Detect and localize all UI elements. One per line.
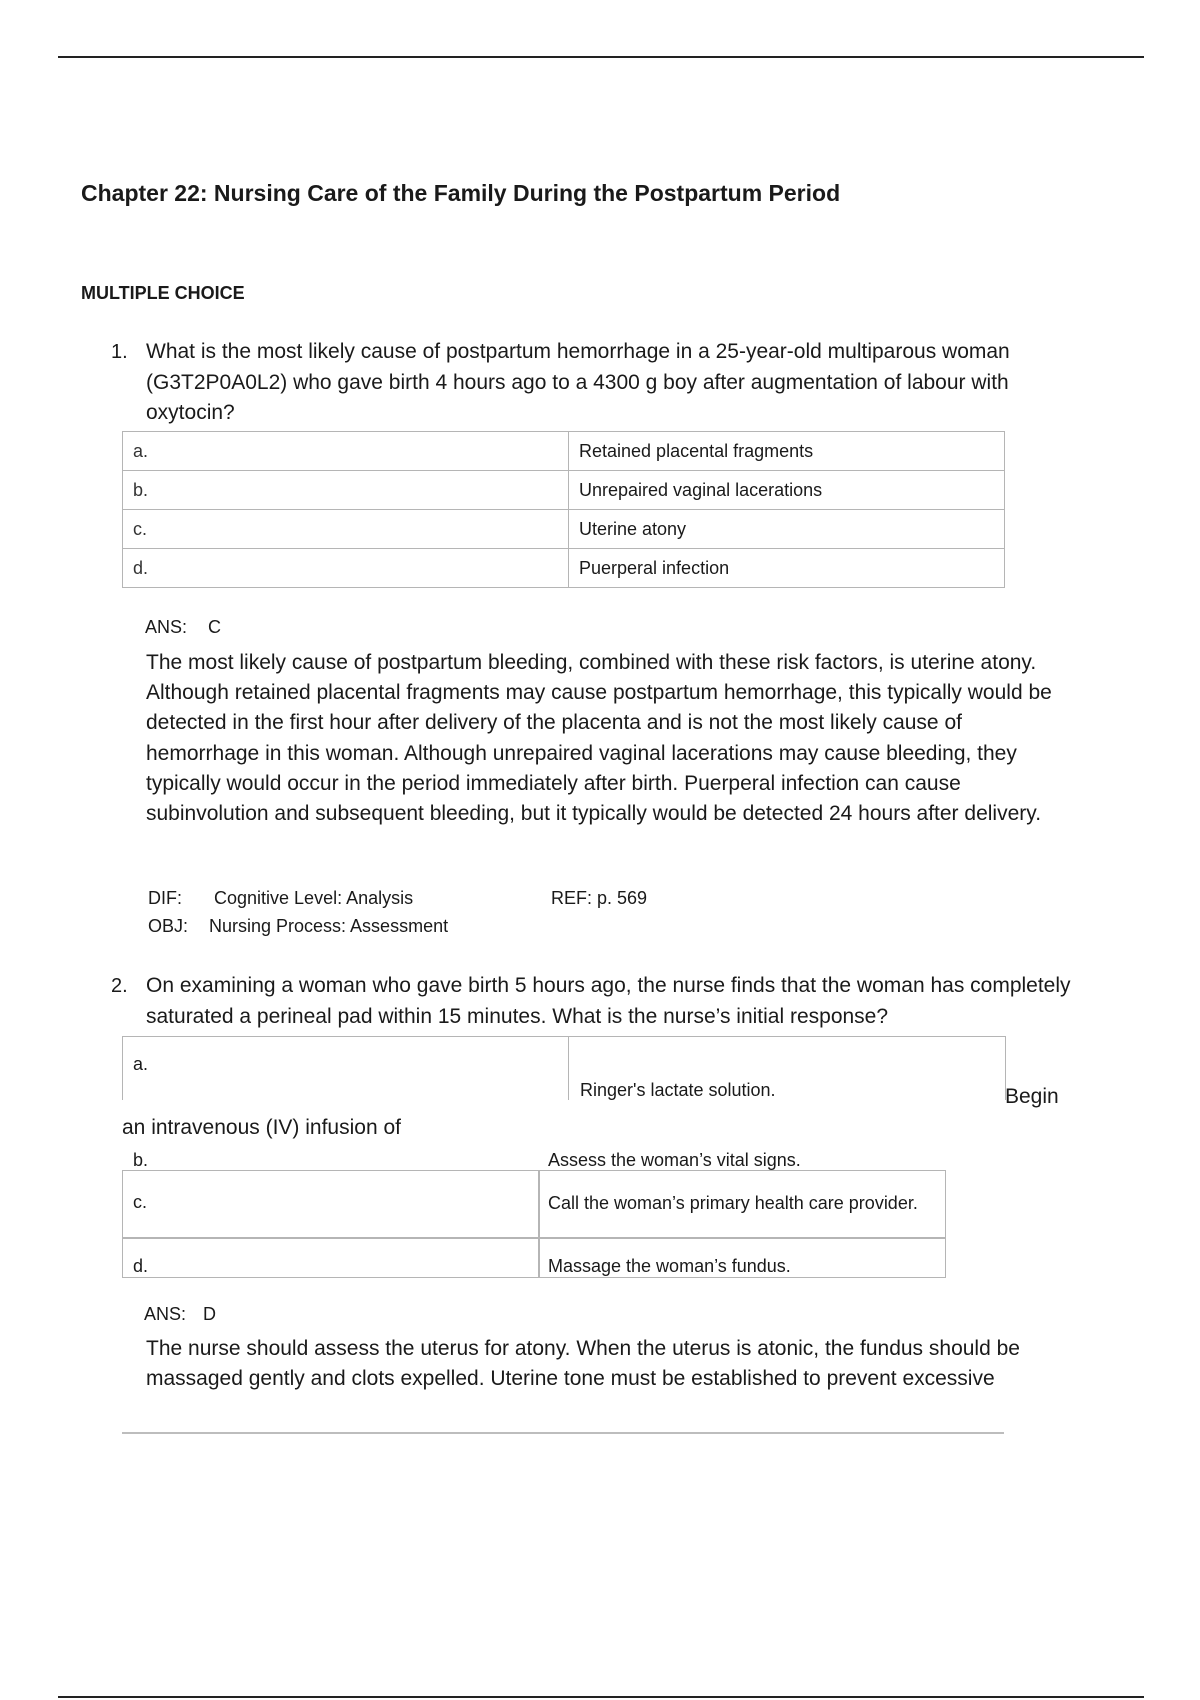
q1-text: What is the most likely cause of postpartum hemorrhage in a 25-year-old multiparous woman (G3T2P0A0L2) who gave birth 4 hours ago to a 4300 g boy after augmentation of labour with oxytocin? [146,340,1010,424]
option-text: Puerperal infection [569,549,1005,588]
q1-option-a[interactable] [123,432,1005,471]
q2-answer-value: D [203,1304,216,1324]
q2-explanation: The nurse should assess the uterus for atony. When the uterus is atonic, the fundus should be massaged gently and clots expelled. Uterine tone must be established to prevent excessive [146,1337,1020,1391]
q1-answer-value: C [208,617,221,637]
q2-option-a-text[interactable]: Ringer's lactate solution. [580,1080,776,1100]
q1-number: 1. [111,341,128,363]
q2-option-a-letter: a. [133,1054,149,1074]
option-letter: b. [123,471,569,510]
q1-option-d[interactable] [123,549,1005,588]
q2-option-a-begin: Begin [1005,1085,1059,1108]
q2-option-c-letter: c. [133,1192,148,1212]
option-text: Retained placental fragments [569,432,1005,471]
q2-column-divider [538,1170,540,1278]
option-letter: a. [123,432,569,471]
q1-explanation: The most likely cause of postpartum bleeding, combined with these risk factors, is uterine atony. Although retained placental fragments may cause postpartum hemorrhage, this typically would be detected in the first hour after delivery of the placenta and is not the most likely cause of hemorrhage in this woman. Although unrepaired vaginal lacerations may cause bleeding, they typically would occur in the period immediately after birth. Puerperal infection can cause subinvolution and subsequent bleeding, but it typically would be detected 24 hours after delivery. [146,651,1052,826]
q2-text: On examining a woman who gave birth 5 hours ago, the nurse finds that the woman has completely saturated a perineal pad within 15 minutes. What is the nurse’s initial response? [146,974,1071,1028]
option-text: Uterine atony [569,510,1005,549]
q2-option-c-text[interactable]: Call the woman’s primary health care provider. [548,1193,918,1213]
q1-option-c[interactable] [123,510,1005,549]
q2-row-divider [122,1237,946,1239]
q1-options-table [122,431,1005,588]
q1-dif-label: DIF: [148,888,182,908]
bottom-rule [58,1696,1144,1698]
q2-option-b-letter: b. [133,1150,149,1170]
q1-answer-label: ANS: [145,617,188,637]
top-rule [58,56,1144,58]
q2-option-b-text[interactable]: Assess the woman’s vital signs. [548,1150,801,1170]
q2-option-d-letter: d. [133,1256,149,1276]
footer-divider [122,1432,1004,1434]
q1-option-b[interactable] [123,471,1005,510]
q2-option-a-left-cell [122,1036,569,1100]
q1-obj-value: Nursing Process: Assessment [209,916,449,936]
q2-options-cd-box [122,1170,946,1278]
q1-dif-value: Cognitive Level: Analysis [214,888,414,908]
q2-number: 2. [111,975,128,997]
q2-option-a-continuation: an intravenous (IV) infusion of [122,1116,401,1139]
option-letter: c. [123,510,569,549]
q1-obj-label: OBJ: [148,916,189,936]
q1-ref: REF: p. 569 [551,888,648,908]
q2-option-d-text[interactable]: Massage the woman’s fundus. [548,1256,791,1276]
chapter-title: Chapter 22: Nursing Care of the Family During the Postpartum Period [81,180,841,206]
section-label: MULTIPLE CHOICE [81,283,245,303]
option-letter: d. [123,549,569,588]
option-text: Unrepaired vaginal lacerations [569,471,1005,510]
q2-answer-label: ANS: [144,1304,187,1324]
